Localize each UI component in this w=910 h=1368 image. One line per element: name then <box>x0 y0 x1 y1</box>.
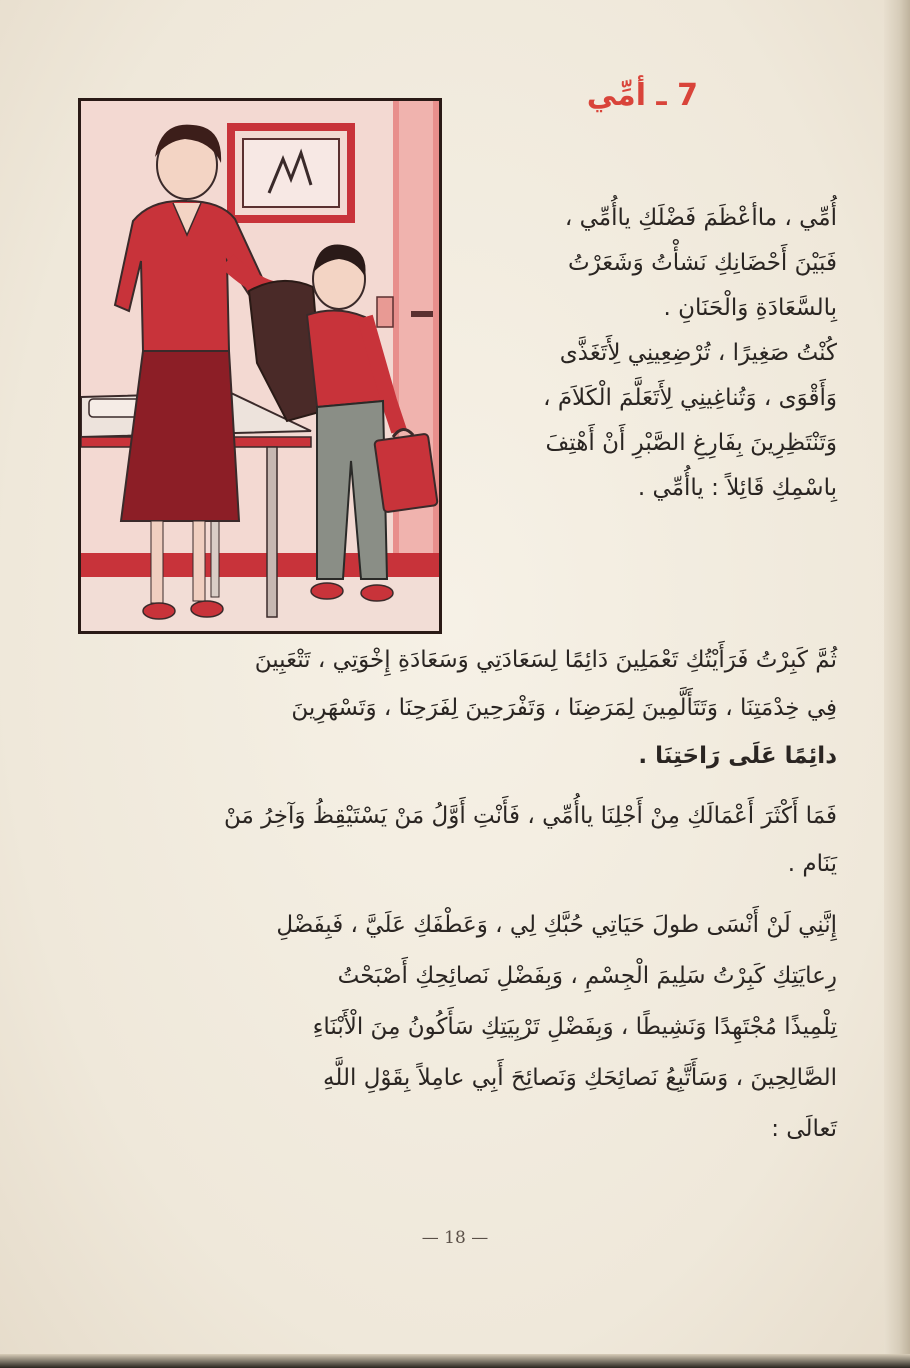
text-line: ثُمَّ كَبِرْتُ فَرَأَيْتُكِ تَعْمَلِينَ دَائِمًا لِسَعَادَتِي وَسَعَادَةِ إِخْوَتِي ، تَتْعَبِينَ <box>254 647 837 673</box>
text-line: كُنْتُ صَغِيرًا ، تُرْضِعِينِي لِأَتَغَذَّى <box>559 340 837 366</box>
text-line: وَتَنْتَظِرِينَ بِفَارِغِ الصَّبْرِ أَنْ أَهْتِفَ <box>545 430 837 456</box>
text-line: بِاسْمِكِ قَائِلاً : ياأُمِّي . <box>637 475 837 501</box>
text-line: الصَّالِحِينَ ، وَسَأَتَّبِعُ نَصائِحَكِ وَنَصائِحَ أَبِي عامِلاً بِقَوْلِ اللَّهِ <box>323 1065 837 1091</box>
text-line: تِلْمِيذًا مُجْتَهِدًا وَنَشِيطًا ، وَبِفَضْلِ تَرْبِيَتِكِ سَأَكُونُ مِنَ الْأَبْنَاءِ <box>312 1014 837 1040</box>
text-line: رِعايَتِكِ كَبِرْتُ سَلِيمَ الْجِسْمِ ، وَبِفَضْلِ نَصائِحِكِ أَصْبَحْتُ <box>337 963 837 989</box>
text-line: يَنَام . <box>787 851 837 877</box>
paragraph-4 <box>137 900 837 1155</box>
text-line: أُمِّي ، ماأعْظَمَ فَضْلَكِ ياأُمِّي ، <box>564 205 837 231</box>
paragraph-1 <box>457 196 837 511</box>
text-line: دائِمًا عَلَى رَاحَتِنَا . <box>638 743 837 769</box>
paragraph-2 <box>137 636 837 780</box>
book-spine <box>884 0 910 1368</box>
lesson-title: 7 ـ أمِّي <box>586 78 698 113</box>
page-bottom-edge <box>0 1354 910 1368</box>
text-line: فَمَا أَكْثَرَ أَعْمَالَكِ مِنْ أَجْلِنَا ياأُمِّي ، فَأَنْتِ أَوَّلُ مَنْ يَسْتَيْقِظُ وَآخِرُ مَنْ <box>223 803 837 829</box>
text-line: تَعالَى : <box>771 1116 837 1142</box>
text-line: فِي خِدْمَتِنَا ، وَتَتَأَلَّمِينَ لِمَرَضِنَا ، وَتَفْرَحِينَ لِفَرَحِنَا ، وَتَسْهَرِينَ <box>291 695 837 721</box>
text-line: بِالسَّعَادَةِ وَالْحَنَانِ . <box>663 295 837 321</box>
text-line: وَأَقْوَى ، وَتُناغِينِي لِأَتَعَلَّمَ الْكَلاَمَ ، <box>543 385 837 411</box>
mother-and-son-illustration <box>78 98 442 634</box>
text-line: إِنَّنِي لَنْ أَنْسَى طولَ حَيَاتِي حُبَّكِ لِي ، وَعَطْفَكِ عَلَيَّ ، فَبِفَضْلِ <box>276 912 837 938</box>
text-line: فَبَيْنَ أَحْضَانِكِ نَشأْتُ وَشَعَرْتُ <box>567 250 837 276</box>
paragraph-3 <box>137 792 837 888</box>
page-number: — 18 — <box>421 1228 489 1248</box>
